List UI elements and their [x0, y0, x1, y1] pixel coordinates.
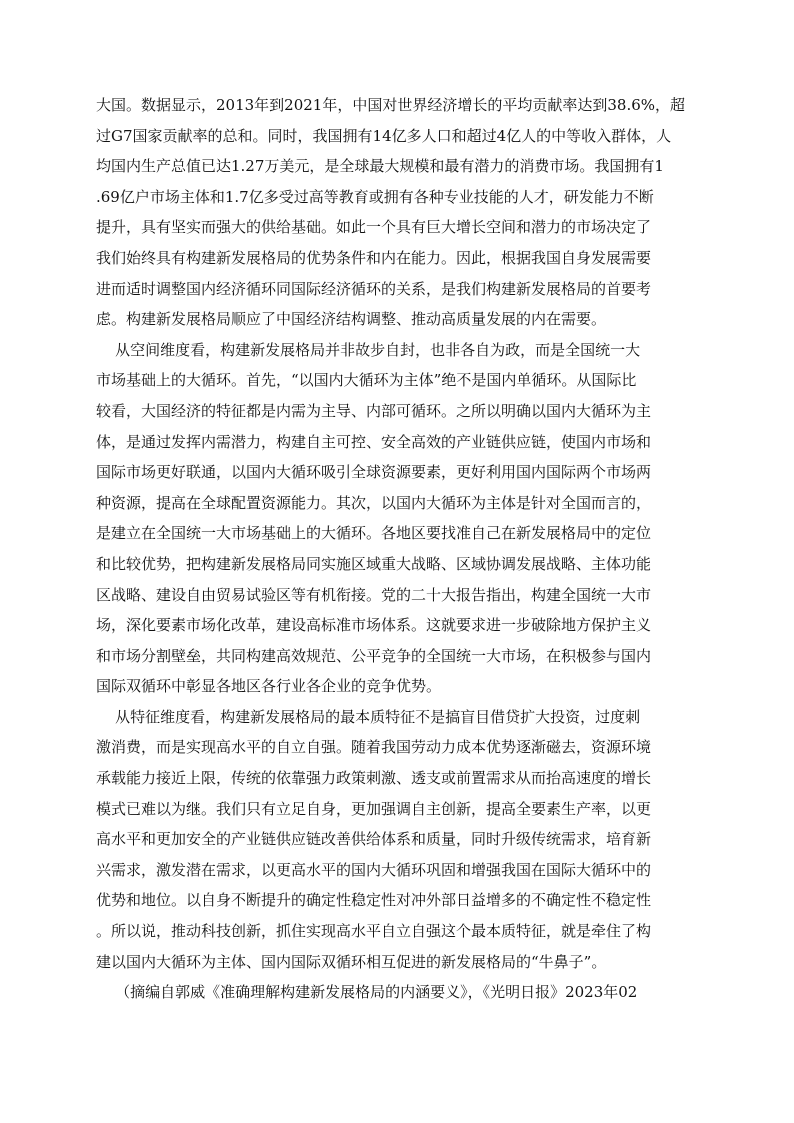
- text-line: 市场基础上的大循环。首先，“以国内大循环为主体”绝不是国内单循环。从国际比: [96, 371, 637, 390]
- text-line: .69亿户市场主体和1.7亿多受过高等教育或拥有各种专业技能的人才，研发能力不断: [96, 187, 654, 206]
- text-line: 从特征维度看，构建新发展格局的最本质特征不是搞盲目借贷扩大投资，过度刺: [96, 707, 641, 726]
- text-line: 从空间维度看，构建新发展格局并非故步自封，也非各自为政，而是全国统一大: [96, 340, 641, 359]
- text-line: 建以国内大循环为主体、国内国际双循环相互促进的新发展格局的“牛鼻子”。: [96, 952, 607, 971]
- text-line: 我们始终具有构建新发展格局的优势条件和内在能力。因此，根据我国自身发展需要: [96, 248, 652, 267]
- text-line: 高水平和更加安全的产业链供应链改善供给体系和质量，同时升级传统需求，培育新: [96, 830, 652, 849]
- text-line: 过G7国家贡献率的总和。同时，我国拥有14亿多人口和超过4亿人的中等收入群体，人: [96, 126, 672, 145]
- text-line: 和市场分割壁垒，共同构建高效规范、公平竞争的全国统一大市场，在积极参与国内: [96, 646, 652, 665]
- article-body: [96, 90, 706, 1008]
- text-line: 是建立在全国统一大市场基础上的大循环。各地区要找准自己在新发展格局中的定位: [96, 524, 652, 543]
- text-line: 体，是通过发挥内需潜力，构建自主可控、安全高效的产业链供应链，使国内市场和: [96, 432, 652, 451]
- text-line: 虑。构建新发展格局顺应了中国经济结构调整、推动高质量发展的内在需要。: [96, 310, 607, 329]
- text-line: 和比较优势，把构建新发展格局同实施区域重大战略、区域协调发展战略、主体功能: [96, 554, 652, 573]
- text-line: 国际双循环中彰显各地区各行业各企业的竞争优势。: [96, 677, 442, 696]
- text-line: 区战略、建设自由贸易试验区等有机衔接。党的二十大报告指出，构建全国统一大市: [96, 585, 652, 604]
- text-line: 。所以说，推动科技创新，抓住实现高水平自立自强这个最本质特征，就是牵住了构: [96, 922, 652, 941]
- text-line: 进而适时调整国内经济循环同国际经济循环的关系，是我们构建新发展格局的首要考: [96, 279, 652, 298]
- text-line: 提升，具有坚实而强大的供给基础。如此一个具有巨大增长空间和潜力的市场决定了: [96, 218, 652, 237]
- text-line: 模式已难以为继。我们只有立足自身，更加强调自主创新，提高全要素生产率，以更: [96, 799, 652, 818]
- text-line: 场，深化要素市场化改革，建设高标准市场体系。这就要求进一步破除地方保护主义: [96, 616, 652, 635]
- text-line: 优势和地位。以自身不断提升的确定性稳定性对冲外部日益增多的不确定性不稳定性: [96, 891, 652, 910]
- text-line: 激消费，而是实现高水平的自立自强。随着我国劳动力成本优势逐渐磁去，资源环境: [96, 738, 652, 757]
- text-line: 种资源，提高在全球配置资源能力。其次，以国内大循环为主体是针对全国而言的，: [96, 493, 652, 512]
- text-line: 较看，大国经济的特征都是内需为主导、内部可循环。之所以明确以国内大循环为主: [96, 401, 652, 420]
- text-line: 国际市场更好联通，以国内大循环吸引全球资源要素，更好利用国内国际两个市场两: [96, 463, 652, 482]
- text-line: 承载能力接近上限，传统的依靠强力政策刺激、透支或前置需求从而抬高速度的增长: [96, 769, 652, 788]
- text-line: 兴需求，激发潜在需求，以更高水平的国内大循环巩固和增强我国在国际大循环中的: [96, 860, 652, 879]
- text-line: 均国内生产总值已达1.27万美元，是全球最大规模和最有潜力的消费市场。我国拥有1: [96, 157, 664, 176]
- text-line: 大国。数据显示，2013年到2021年，中国对世界经济增长的平均贡献率达到38.6%，超: [96, 96, 686, 114]
- citation-line: （摘编自郭威《准确理解构建新发展格局的内涵要义》，《光明日报》2023年02: [96, 983, 638, 1002]
